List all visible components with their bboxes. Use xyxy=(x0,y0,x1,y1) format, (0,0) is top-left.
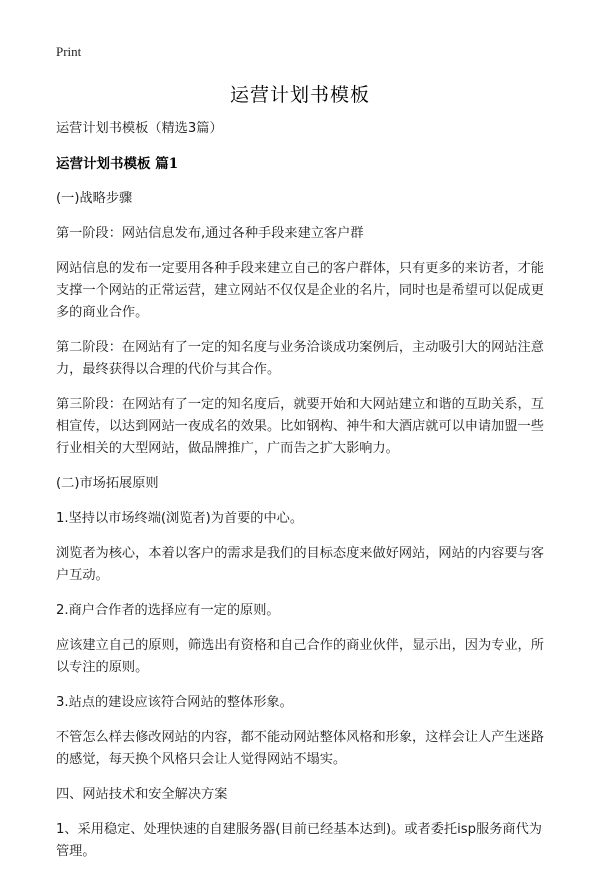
paragraph-stage-one-detail: 网站信息的发布一定要用各种手段来建立自己的客户群体，只有更多的来访者，才能支撑一个网站的正常运营，建立网站不仅仅是企业的名片，同时也是希望可以促成更多的商业合作。 xyxy=(56,261,544,320)
paragraph-principle-three: 3.站点的建设应该符合网站的整体形象。 xyxy=(56,695,293,710)
paragraph-stage-one: 第一阶段：网站信息发布,通过各种手段来建立客户群 xyxy=(56,226,364,241)
paragraph-principle-two-detail: 应该建立自己的原则，筛选出有资格和自己合作的商业伙伴，显示出，因为专业，所以专注的原则。 xyxy=(56,638,544,675)
paragraph-stage-two: 第二阶段：在网站有了一定的知名度与业务洽谈成功案例后，主动吸引大的网站注意力，最终获得以合理的代价与其合作。 xyxy=(56,340,544,377)
paragraph-principle-one-detail: 浏览者为核心，本着以客户的需求是我们的目标态度来做好网站，网站的内容要与客户互动。 xyxy=(56,546,544,583)
paragraph-tech-one: 1、采用稳定、处理快速的自建服务器(目前已经基本达到)。或者委托isp服务商代为管理。 xyxy=(56,822,542,859)
document-title: 运营计划书模板 xyxy=(229,84,370,106)
paragraph-strategy-heading: (一)战略步骤 xyxy=(56,191,133,206)
document-body xyxy=(56,118,550,876)
paragraph-principle-two: 2.商户合作者的选择应有一定的原则。 xyxy=(56,603,280,618)
paragraph-principle-one: 1.坚持以市场终端(浏览者)为首要的中心。 xyxy=(56,511,304,526)
paragraph-market-heading: (二)市场拓展原则 xyxy=(56,476,159,491)
print-label: Print xyxy=(56,44,82,59)
paragraph-stage-three: 第三阶段：在网站有了一定的知名度后，就要开始和大网站建立和谐的互助关系，互相宣传，以达到网站一夜成名的效果。比如钢构、神牛和大酒店就可以申请加盟一些行业相关的大型网站，做品牌推广，广而告之扩大影响力。 xyxy=(56,397,544,456)
paragraph-principle-three-detail: 不管怎么样去修改网站的内容，都不能动网站整体风格和形象，这样会让人产生迷路的感觉，每天换个风格只会让人觉得网站不塌实。 xyxy=(56,730,544,767)
document-subtitle: 运营计划书模板（精选3篇） xyxy=(56,121,223,136)
section-heading: 运营计划书模板 篇1 xyxy=(56,156,179,172)
paragraph-tech-heading: 四、网站技术和安全解决方案 xyxy=(56,787,228,802)
